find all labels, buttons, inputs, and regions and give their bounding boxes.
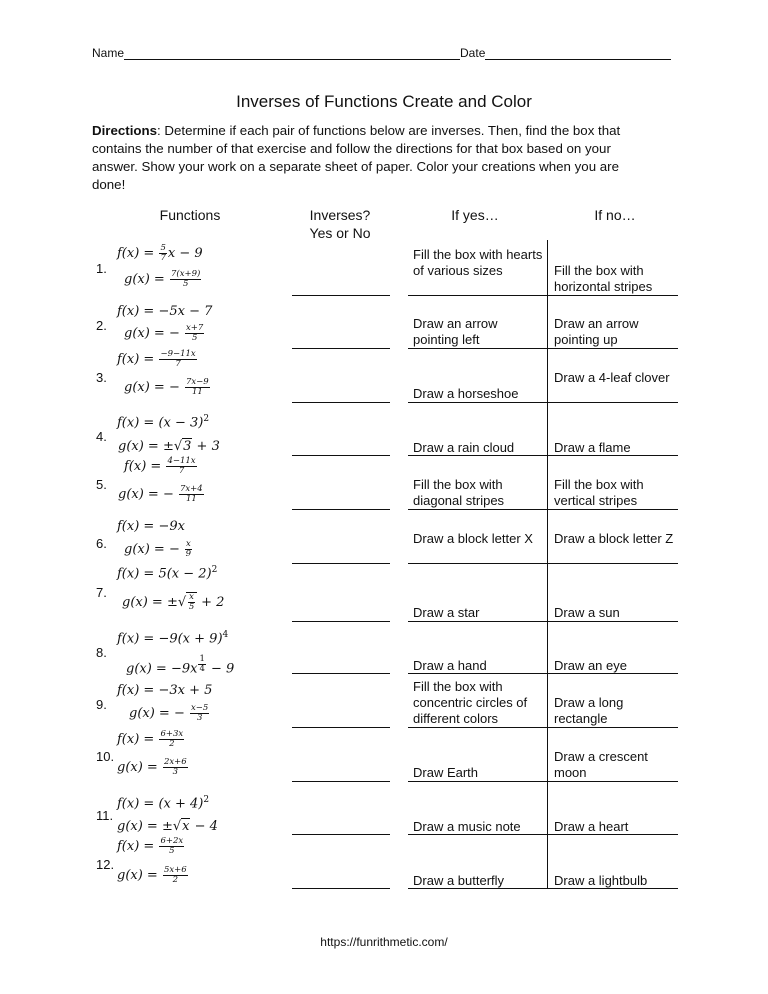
row-divider bbox=[408, 673, 678, 674]
row-divider bbox=[408, 563, 678, 564]
date-field[interactable] bbox=[485, 47, 671, 60]
col-if-no: If no… bbox=[594, 207, 636, 223]
if-yes-cell: Draw a horseshoe bbox=[413, 386, 519, 401]
answer-blank[interactable] bbox=[292, 563, 390, 564]
name-date-line bbox=[92, 46, 671, 60]
f-function: f(x) = $\frac{6+2x}{5}$ bbox=[117, 836, 184, 856]
footer-url[interactable]: https://funrithmetic.com/ bbox=[320, 935, 448, 949]
if-no-cell: Draw a heart bbox=[554, 819, 629, 834]
if-no-cell: Fill the box with horizontal stripes bbox=[554, 263, 653, 294]
if-no-cell: Draw a long rectangle bbox=[554, 695, 624, 726]
row-divider bbox=[408, 348, 678, 349]
row-divider bbox=[408, 621, 678, 622]
if-yes-cell: Draw a music note bbox=[413, 819, 521, 834]
g-function: g(x) = − $\frac{x-5}{3}$ bbox=[129, 703, 209, 723]
answer-blank[interactable] bbox=[292, 781, 390, 782]
name-label: Name bbox=[92, 46, 125, 60]
f-function: f(x) = $\frac{-9-11x}{7}$ bbox=[117, 349, 196, 369]
row-divider bbox=[408, 402, 678, 403]
f-function: $f(x) = (x - 3)^2$ bbox=[117, 414, 210, 431]
row-divider bbox=[408, 888, 678, 889]
exercise-number: 2. bbox=[96, 318, 107, 333]
f-function: f(x) = $\frac{4-11x}{7}$ bbox=[124, 456, 196, 476]
row-divider bbox=[408, 727, 678, 728]
answer-blank[interactable] bbox=[292, 621, 390, 622]
answer-blank[interactable] bbox=[292, 888, 390, 889]
exercise-number: 4. bbox=[96, 429, 107, 444]
if-yes-cell: Fill the box with diagonal stripes bbox=[413, 477, 505, 508]
if-no-cell: Draw a sun bbox=[554, 605, 620, 620]
g-function: g(x) = ±√x − 4 bbox=[117, 819, 218, 834]
column-divider bbox=[547, 240, 548, 888]
f-function: $f(x) = (x + 4)^2$ bbox=[117, 795, 210, 812]
if-no-cell: Draw an eye bbox=[554, 658, 627, 673]
if-no-cell: Draw a flame bbox=[554, 440, 631, 455]
answer-blank[interactable] bbox=[292, 455, 390, 456]
exercise-number: 5. bbox=[96, 477, 107, 492]
if-no-cell: Draw a crescent moon bbox=[554, 749, 648, 780]
answer-blank[interactable] bbox=[292, 295, 390, 296]
if-yes-cell: Draw a butterfly bbox=[413, 873, 505, 888]
directions-text: : Determine if each pair of functions below are inverses. Then, find the box that contains the number of that exercise and follow the directions for that box based on your answer. Show your work on a separate sheet of paper. Color your creations when you are done! bbox=[92, 123, 621, 192]
exercise-number: 9. bbox=[96, 697, 107, 712]
if-yes-cell: Draw a hand bbox=[413, 658, 487, 673]
exercise-number: 6. bbox=[96, 536, 107, 551]
if-yes-cell: Draw a block letter X bbox=[413, 531, 533, 546]
exercise-number: 1. bbox=[96, 261, 107, 276]
if-yes-cell: Draw Earth bbox=[413, 765, 479, 780]
if-yes-cell: Fill the box with concentric circles of different colors bbox=[413, 679, 528, 726]
col-inverses-line2: Yes or No bbox=[309, 225, 371, 241]
g-function: g(x) = $\frac{7(x+9)}{5}$ bbox=[124, 269, 201, 289]
g-function: g(x) = −9x $^{\frac{1}{4}}$ − 9 bbox=[126, 654, 235, 677]
exercise-number: 10. bbox=[96, 749, 115, 764]
g-function: g(x) = − $\frac{7x-9}{11}$ bbox=[124, 377, 209, 397]
if-no-cell: Draw an arrow pointing up bbox=[554, 316, 639, 347]
date-label: Date bbox=[460, 46, 486, 60]
g-function: g(x) = $\frac{2x+6}{3}$ bbox=[117, 757, 187, 777]
page-title: Inverses of Functions Create and Color bbox=[236, 92, 532, 111]
answer-blank[interactable] bbox=[292, 509, 390, 510]
row-divider bbox=[408, 781, 678, 782]
f-function: $f(x) = -9(x + 9)^4$ bbox=[117, 630, 229, 647]
answer-blank[interactable] bbox=[292, 348, 390, 349]
if-yes-cell: Draw an arrow pointing left bbox=[413, 316, 498, 347]
exercise-number: 3. bbox=[96, 370, 107, 385]
f-function: f(x) = −9x bbox=[117, 519, 185, 534]
g-function: g(x) = − $\frac{x}{9}$ bbox=[124, 539, 192, 559]
if-no-cell: Draw a 4-leaf clover bbox=[554, 370, 670, 385]
exercise-number: 8. bbox=[96, 645, 107, 660]
answer-blank[interactable] bbox=[292, 402, 390, 403]
row-divider bbox=[408, 509, 678, 510]
row-divider bbox=[408, 834, 678, 835]
directions-label: Directions bbox=[92, 123, 158, 138]
col-if-yes: If yes… bbox=[451, 207, 499, 223]
f-function: f(x) = $\frac{6+3x}{2}$ bbox=[117, 729, 184, 749]
answer-blank[interactable] bbox=[292, 673, 390, 674]
exercise-number: 7. bbox=[96, 585, 107, 600]
answer-blank[interactable] bbox=[292, 727, 390, 728]
answer-blank[interactable] bbox=[292, 834, 390, 835]
if-no-cell: Fill the box with vertical stripes bbox=[554, 477, 644, 508]
exercise-number: 11. bbox=[96, 808, 114, 823]
f-function: $f(x) = 5(x - 2)^2$ bbox=[117, 565, 218, 582]
exercise-number: 12. bbox=[96, 857, 115, 872]
row-divider bbox=[408, 455, 678, 456]
if-yes-cell: Fill the box with hearts of various sizes bbox=[413, 247, 543, 278]
col-functions: Functions bbox=[159, 207, 221, 223]
g-function: g(x) = ±√3 + 3 bbox=[118, 439, 220, 454]
col-inverses-line1: Inverses? bbox=[309, 207, 371, 223]
if-yes-cell: Draw a rain cloud bbox=[413, 440, 515, 455]
g-function: g(x) = $\frac{5x+6}{2}$ bbox=[117, 865, 187, 885]
if-yes-cell: Draw a star bbox=[413, 605, 480, 620]
g-function: g(x) = − $\frac{7x+4}{11}$ bbox=[118, 484, 203, 504]
row-divider bbox=[408, 295, 678, 296]
f-function: f(x) = −5x − 7 bbox=[117, 304, 213, 319]
f-function: f(x) = −3x + 5 bbox=[117, 683, 213, 698]
g-function: g(x) = ±√ $\frac{x}{5}$ + 2 bbox=[122, 592, 225, 612]
col-inverses bbox=[280, 206, 400, 242]
name-field[interactable] bbox=[124, 47, 460, 60]
g-function: g(x) = − $\frac{x+7}{5}$ bbox=[124, 323, 204, 343]
directions bbox=[92, 122, 652, 194]
f-function: f(x) = $\frac{5}{7}$ x − 9 bbox=[117, 243, 203, 263]
if-no-cell: Draw a lightbulb bbox=[554, 873, 648, 888]
if-no-cell: Draw a block letter Z bbox=[554, 531, 674, 546]
